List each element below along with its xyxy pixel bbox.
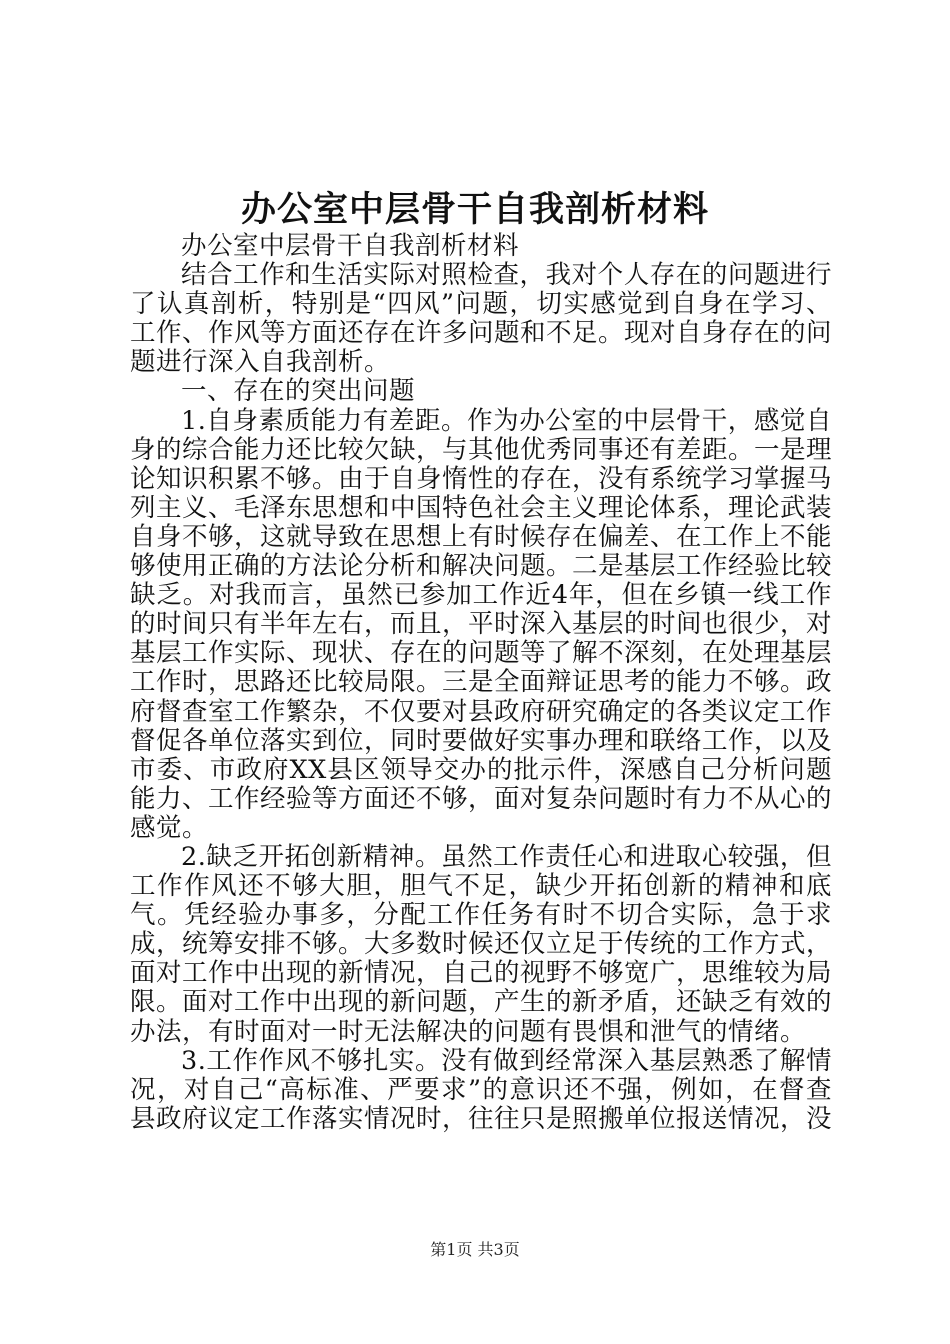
paragraph-item-1: 1.自身素质能力有差距。作为办公室的中层骨干，感觉自身的综合能力还比较欠缺，与其他优秀同事还有差距。一是理论知识积累不够。由于自身惰性的存在，没有系统学习掌握马列主义、毛泽东思想和中国特色社会主义理论体系，理论武装自身不够，这就导致在思想上有时候存在偏差、在工作上不能够使用正确的方法论分析和解决问题。二是基层工作经验比较缺乏。对我而言，虽然已参加工作近4年，但在乡镇一线工作的时间只有半年左右，而且，平时深入基层的时间也很少，对基层工作实际、现状、存在的问题等了解不深刻，在处理基层工作时，思路还比较局限。三是全面辩证思考的能力不够。政府督查室工作繁杂，不仅要对县政府研究确定的各类议定工作督促各单位落实到位，同时要做好实事办理和联络工作，以及市委、市政府XX县区领导交办的批示件，深感自己分析问题能力、工作经验等方面还不够，面对复杂问题时有力不从心的感觉。	[130, 405, 833, 843]
document-title: 办公室中层骨干自我剖析材料	[240, 189, 709, 230]
paragraph-intro: 结合工作和生活实际对照检查，我对个人存在的问题进行了认真剖析，特别是“四风”问题，切实感觉到自身在学习、工作、作风等方面还存在许多问题和不足。现对自身存在的问题进行深入自我剖析。	[130, 260, 833, 378]
section-heading: 一、存在的突出问题	[181, 376, 416, 407]
paragraph-subtitle: 办公室中层骨干自我剖析材料	[181, 231, 520, 261]
document-body	[130, 232, 832, 1134]
paragraph-item-3: 3.工作作风不够扎实。没有做到经常深入基层熟悉了解情况，对自己“高标准、严要求”的意识还不强，例如，在督查县政府议定工作落实情况时，往往只是照搬单位报送情况，没	[130, 1045, 833, 1134]
paragraph-item-2: 2.缺乏开拓创新精神。虽然工作责任心和进取心较强，但工作作风还不够大胆，胆气不足，缺少开拓创新的精神和底气。凭经验办事多，分配工作任务有时不切合实际，急于求成，统筹安排不够。大多数时候还仅立足于传统的工作方式，面对工作中出现的新情况，自己的视野不够宽广，思维较为局限。面对工作中出现的新问题，产生的新矛盾，还缺乏有效的办法，有时面对一时无法解决的问题有畏惧和泄气的情绪。	[130, 841, 833, 1047]
page-footer: 第1页 共3页	[430, 1240, 520, 1259]
